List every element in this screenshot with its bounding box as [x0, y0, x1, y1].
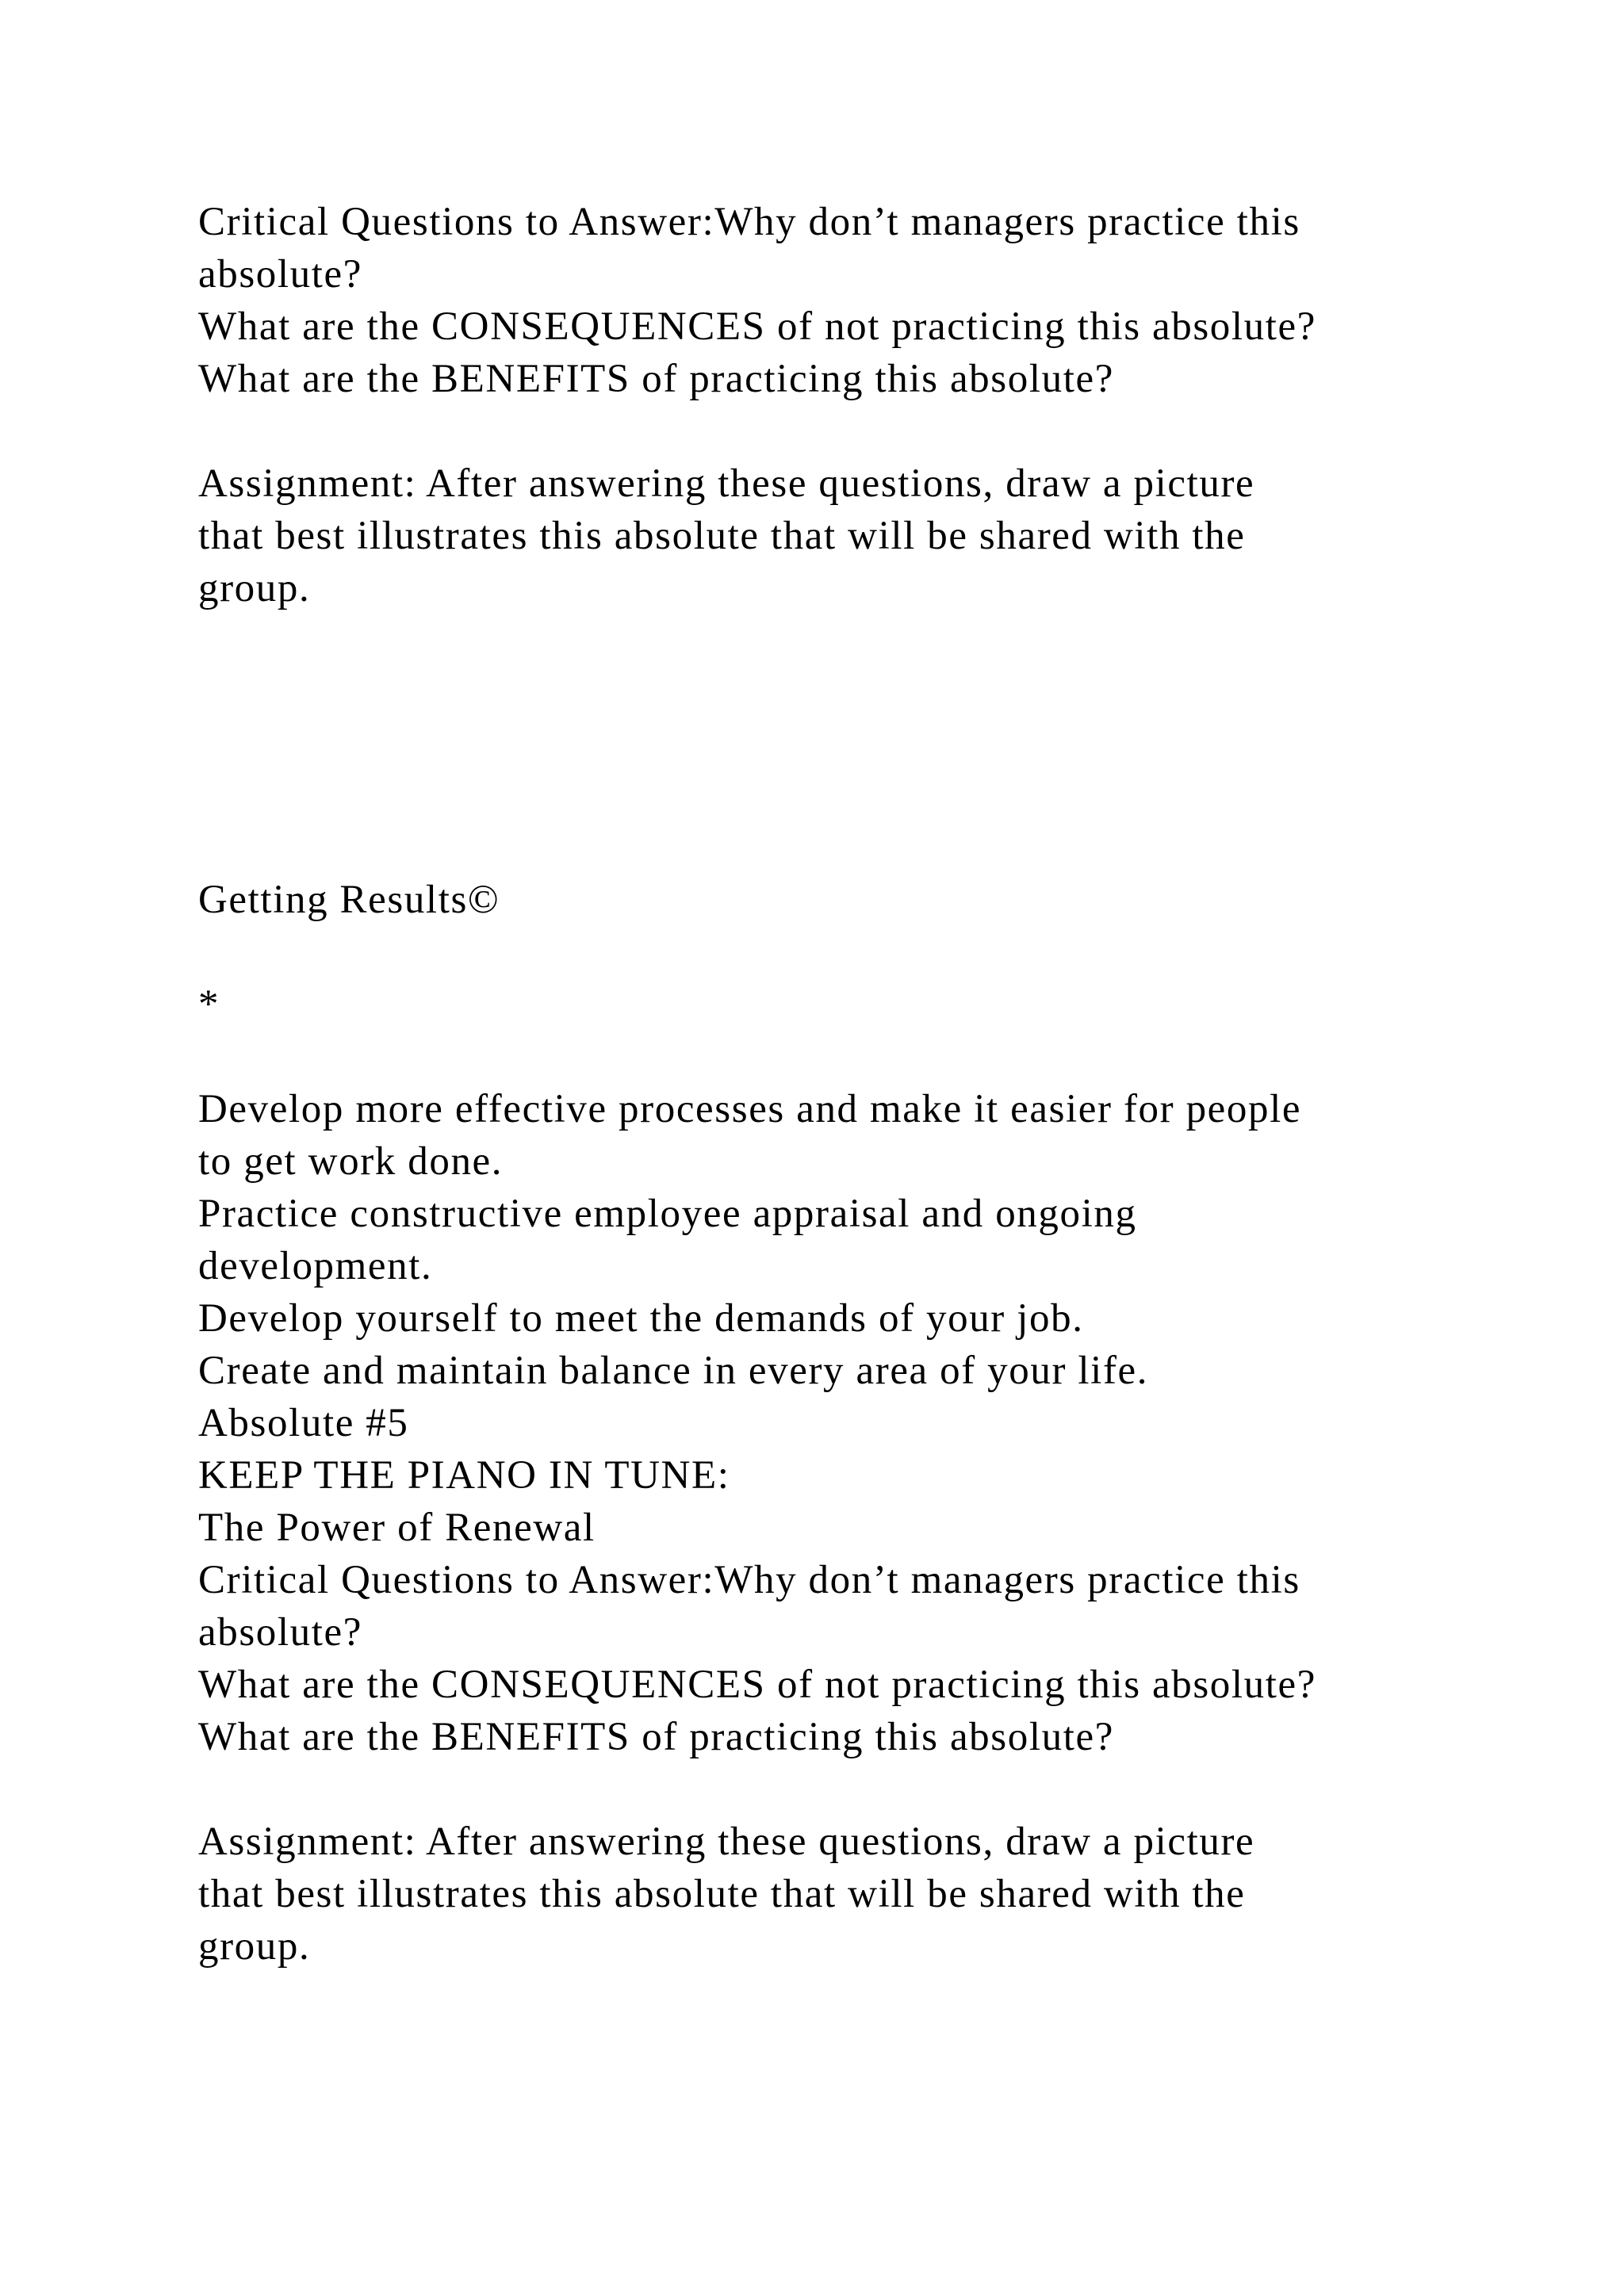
- absolute-title: KEEP THE PIANO IN TUNE:: [198, 1453, 730, 1498]
- questions-line: What are the CONSEQUENCES of not practicing this absolute?: [198, 1663, 1317, 1707]
- body-line: Develop more effective processes and make it easier for people: [198, 1087, 1302, 1131]
- body-line: Create and maintain balance in every area of your life.: [198, 1349, 1149, 1393]
- questions-line: What are the BENEFITS of practicing this absolute?: [198, 1715, 1114, 1759]
- questions-line: What are the BENEFITS of practicing this absolute?: [198, 357, 1114, 401]
- body-line: to get work done.: [198, 1139, 504, 1184]
- questions-line: Critical Questions to Answer:Why don’t managers practice this: [198, 1558, 1300, 1602]
- questions-line: What are the CONSEQUENCES of not practicing this absolute?: [198, 304, 1317, 349]
- asterisk-marker: *: [198, 982, 220, 1027]
- body-line: Develop yourself to meet the demands of your job.: [198, 1296, 1084, 1341]
- absolute-label: Absolute #5: [198, 1401, 409, 1445]
- body-line: development.: [198, 1244, 433, 1288]
- assignment-line: group.: [198, 1924, 311, 1969]
- assignment-line: Assignment: After answering these questions, draw a picture: [198, 1820, 1255, 1864]
- assignment-line: that best illustrates this absolute that will be shared with the: [198, 514, 1246, 558]
- assignment-line: that best illustrates this absolute that will be shared with the: [198, 1872, 1246, 1916]
- questions-line: Critical Questions to Answer:Why don’t managers practice this: [198, 200, 1300, 244]
- assignment-line: group.: [198, 566, 311, 610]
- absolute-subtitle: The Power of Renewal: [198, 1506, 596, 1550]
- questions-line: absolute?: [198, 252, 362, 297]
- assignment-line: Assignment: After answering these questions, draw a picture: [198, 461, 1255, 506]
- section-title: Getting Results©: [198, 878, 500, 922]
- questions-line: absolute?: [198, 1610, 362, 1655]
- body-line: Practice constructive employee appraisal and ongoing: [198, 1192, 1137, 1236]
